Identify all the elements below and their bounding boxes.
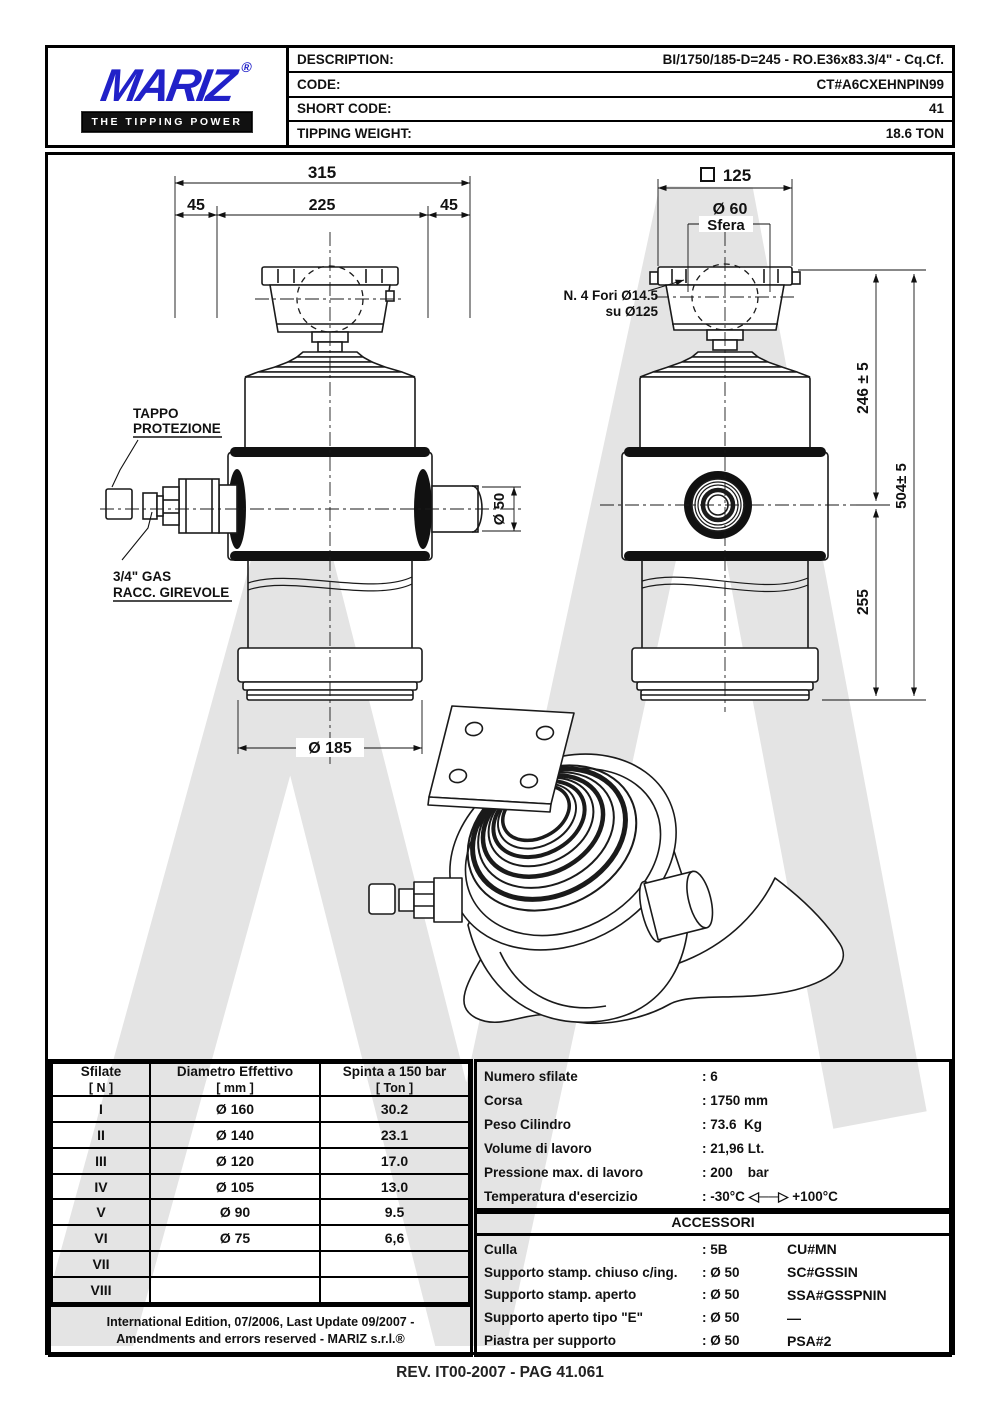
dim-port-dia: Ø 50	[491, 492, 508, 526]
spec-row-volume: Volume di lavoro : 21,96 Lt.	[484, 1140, 765, 1156]
dim-center: 225	[308, 197, 336, 214]
accessories-panel	[474, 1208, 952, 1357]
edition-note-line2: Amendments and errors reserved - MARIZ s.r.l.®	[116, 1331, 405, 1346]
table-row: IV Ø 105 13.0	[52, 1174, 469, 1200]
code-value: CT#A6CXEHNPIN99	[816, 76, 944, 92]
header-row-description	[289, 48, 952, 73]
spec-row-temperatura: Temperatura d'esercizio : -30°C ◁──▷ +100°C	[484, 1188, 838, 1204]
spec-row-numero-sfilate: Numero sfilate : 6	[484, 1068, 718, 1084]
col-diametro: Diametro Effettivo [ mm ]	[150, 1063, 320, 1096]
header	[45, 45, 955, 148]
short-code-value: 41	[928, 101, 944, 117]
dim-sphere-dia: Ø 60	[712, 201, 748, 218]
dim-lower: 255	[855, 589, 872, 615]
table-row: VII	[52, 1251, 469, 1277]
tipping-weight-label: TIPPING WEIGHT:	[297, 126, 412, 142]
description-value: BI/1750/185-D=245 - RO.E36x83.3/4" - Cq.Cf.	[662, 51, 944, 67]
dim-right-flange: 45	[440, 197, 458, 214]
short-code-label: SHORT CODE:	[297, 101, 392, 117]
fitting-label-1: 3/4" GAS	[113, 569, 172, 584]
accessory-row-culla: Culla : 5B CU#MN	[484, 1241, 837, 1258]
brand-name: MARIZ	[97, 58, 237, 111]
col-sfilate: Sfilate [ N ]	[52, 1063, 150, 1096]
accessory-row-supporto-aperto: Supporto stamp. aperto : Ø 50 SSA#GSSPNIN	[484, 1286, 887, 1303]
brand-logo	[48, 48, 289, 145]
registered-mark: ®	[239, 58, 253, 75]
table-row: VI Ø 75 6,6	[52, 1225, 469, 1251]
isometric-view	[369, 706, 843, 1023]
table-row: III Ø 120 17.0	[52, 1148, 469, 1174]
header-fields	[289, 48, 952, 145]
table-row: I Ø 160 30.2	[52, 1096, 469, 1122]
header-row-tipping-weight	[289, 122, 952, 145]
header-row-short-code	[289, 98, 952, 123]
col-spinta: Spinta a 150 bar [ Ton ]	[320, 1063, 469, 1096]
spec-row-pressione: Pressione max. di lavoro : 200 bar	[484, 1164, 769, 1180]
dim-left-flange: 45	[187, 197, 205, 214]
table-row: VIII	[52, 1277, 469, 1303]
accessory-row-supporto-tipo-e: Supporto aperto tipo "E" : Ø 50 —	[484, 1309, 801, 1326]
accessories-title: ACCESSORI	[477, 1211, 949, 1236]
dim-sphere-label: Sfera	[707, 217, 745, 234]
cap-label-2: PROTEZIONE	[133, 421, 221, 436]
cap-label-1: TAPPO	[133, 406, 179, 421]
spec-row-corsa: Corsa : 1750 mm	[484, 1092, 769, 1108]
edition-note-line1: International Edition, 07/2006, Last Update 09/2007 -	[106, 1314, 415, 1329]
dim-total-height: 504± 5	[893, 463, 910, 509]
dim-base-dia: Ø 185	[308, 740, 352, 757]
holes-note-line1: N. 4 Fori Ø14.5	[563, 288, 658, 303]
fitting-label-2: RACC. GIREVOLE	[113, 585, 230, 600]
brand-tagline: THE TIPPING POWER	[82, 112, 251, 132]
dim-total-width: 315	[307, 163, 337, 182]
holes-note-line2: su Ø125	[605, 304, 658, 319]
table-row: II Ø 140 23.1	[52, 1122, 469, 1148]
accessory-row-supporto-chiuso: Supporto stamp. chiuso c/ing. : Ø 50 SC#GSSIN	[484, 1264, 858, 1281]
stage-table-header	[52, 1063, 469, 1096]
accessory-row-piastra: Piastra per supporto : Ø 50 PSA#2	[484, 1332, 832, 1349]
description-label: DESCRIPTION:	[297, 51, 394, 67]
tipping-weight-value: 18.6 TON	[885, 126, 944, 142]
page-footer: REV. IT00-2007 - PAG 41.061	[396, 1364, 604, 1381]
specs-panel	[474, 1059, 952, 1214]
front-view	[106, 266, 482, 700]
dim-plate-square: 125	[722, 166, 752, 185]
table-row: V Ø 90 9.5	[52, 1199, 469, 1225]
technical-drawing	[45, 152, 955, 1059]
dim-closed-stroke: 246 ± 5	[855, 362, 872, 414]
code-label: CODE:	[297, 76, 341, 92]
header-row-code	[289, 73, 952, 98]
edition-note	[48, 1304, 473, 1357]
stage-table	[48, 1059, 473, 1307]
spec-row-peso: Peso Cilindro : 73.6 Kg	[484, 1116, 763, 1132]
